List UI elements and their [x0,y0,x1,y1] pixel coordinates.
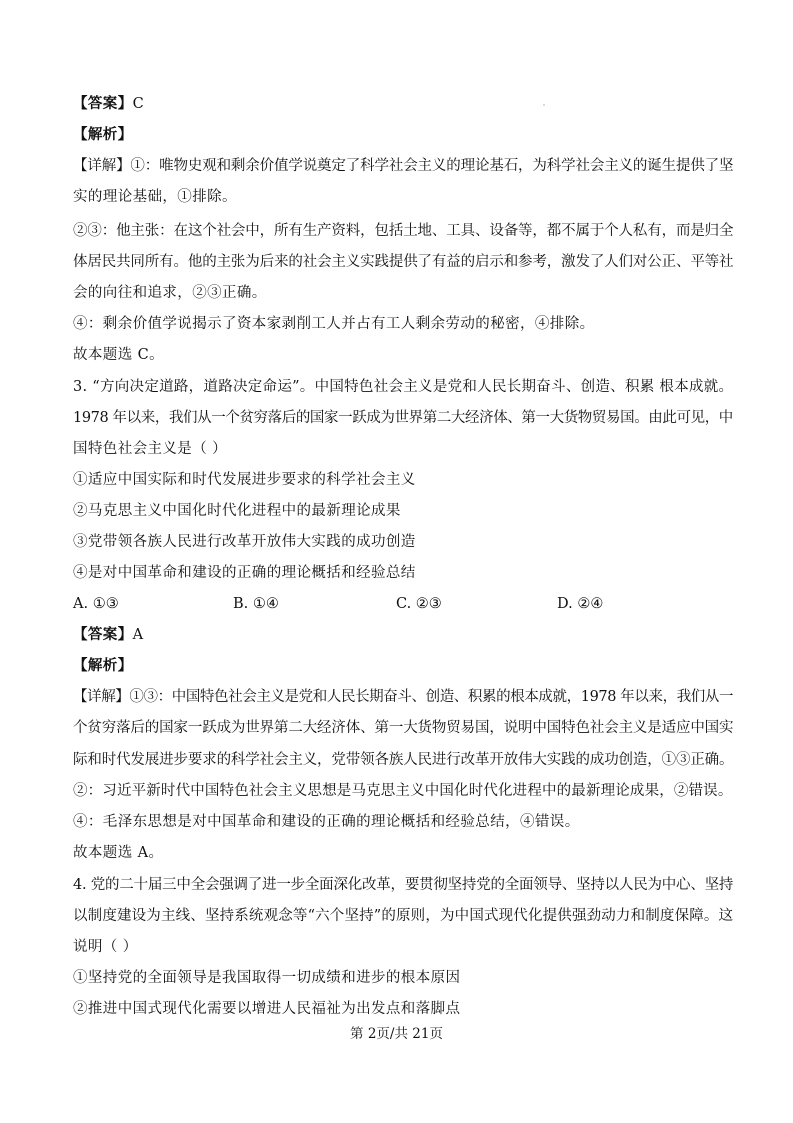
q2-detail-line: 【详解】①：唯物史观和剩余价值学说奠定了科学社会主义的理论基石，为科学社会主义的诞生提供了坚 [73,158,734,174]
q4-stem-line: 说明（ ） [73,939,138,955]
q2-analysis-label: 【解析】 [73,126,133,143]
q3-stem-line: 国特色社会主义是（ ） [73,441,228,457]
q2-detail-line: ④：剩余价值学说揭示了资本家剥削工人并占有工人剩余劳动的秘密，④排除。 [73,316,595,332]
q3-analysis-label: 【解析】 [73,657,133,674]
option-b: B. ①④ [233,596,279,612]
q3-statement: ①适应中国实际和时代发展进步要求的科学社会主义 [73,472,416,488]
q3-statement: ③党带领各族人民进行改革开放伟大实践的成功创造 [73,534,416,550]
q2-detail-line: 体居民共同所有。他的主张为后来的社会主义实践提供了有益的启示和参考，激发了人们对公正、平等社 [73,254,734,270]
q3-statement: ④是对中国革命和建设的正确的理论概括和经验总结 [73,565,416,581]
option-c: C. ②③ [396,596,442,612]
q2-detail-line: 会的向往和追求，②③正确。 [73,285,267,301]
q3-detail-line: ②：习近平新时代中国特色社会主义思想是马克思主义中国化时代化进程中的最新理论成果，②错误。 [73,783,733,799]
q2-detail-line: 故本题选 C。 [73,347,165,363]
q3-stem-line: 1978 年以来，我们从一个贫穷落后的国家一跃成为世界第二大经济体、第一大货物贸易国。由此可见，中 [73,410,733,426]
q3-detail-line: ④：毛泽东思想是对中国革命和建设的正确的理论概括和经验总结，④错误。 [73,814,580,830]
q4-stem-line: 以制度建设为主线、坚持系统观念等“六个坚持”的原则，为中国式现代化提供强劲动力和制度保障。这 [73,908,734,924]
q4-statement: ②推进中国式现代化需要以增进人民福祉为出发点和落脚点 [73,1001,461,1017]
q3-statement: ②马克思主义中国化时代化进程中的最新理论成果 [73,503,401,519]
q3-detail-line: 故本题选 A。 [73,845,164,861]
q2-answer [73,94,144,114]
answer-value: C [132,96,145,112]
q3-stem-line: 3. “方向决定道路，道路决定命运”。中国特色社会主义是党和人民长期奋斗、创造、积累 根本成就。 [73,379,734,395]
q3-detail-line: 际和时代发展进步要求的科学社会主义，党带领各族人民进行改革开放伟大实践的成功创造，①③正确。 [73,752,734,768]
option-d: D. ②④ [557,596,604,612]
answer-label: 【答案】 [73,95,133,112]
answer-label: 【答案】 [73,626,133,643]
q4-statement: ①坚持党的全面领导是我国取得一切成绩和进步的根本原因 [73,970,461,986]
answer-value: A [132,627,144,643]
q2-detail-line: ②③：他主张：在这个社会中，所有生产资料，包括土地、工具、设备等，都不属于个人私有，而是归全 [73,223,734,239]
page-footer: 第 2页/共 21页 [350,1026,443,1042]
q3-detail-line: 个贫穷落后的国家一跃成为世界第二大经济体、第一大货物贸易国，说明中国特色社会主义是适应中国实 [73,720,734,736]
q3-detail-line: 【详解】①③：中国特色社会主义是党和人民长期奋斗、创造、积累的根本成就，1978 年以来，我们从一 [73,689,734,705]
q2-detail-line: 实的理论基础，①排除。 [73,189,237,205]
scan-speck [543,104,545,106]
q3-answer [73,625,143,645]
q4-stem-line: 4. 党的二十届三中全会强调了进一步全面深化改革，要贯彻坚持党的全面领导、坚持以人民为中心、坚持 [73,877,734,893]
option-a: A. ①③ [73,596,119,612]
